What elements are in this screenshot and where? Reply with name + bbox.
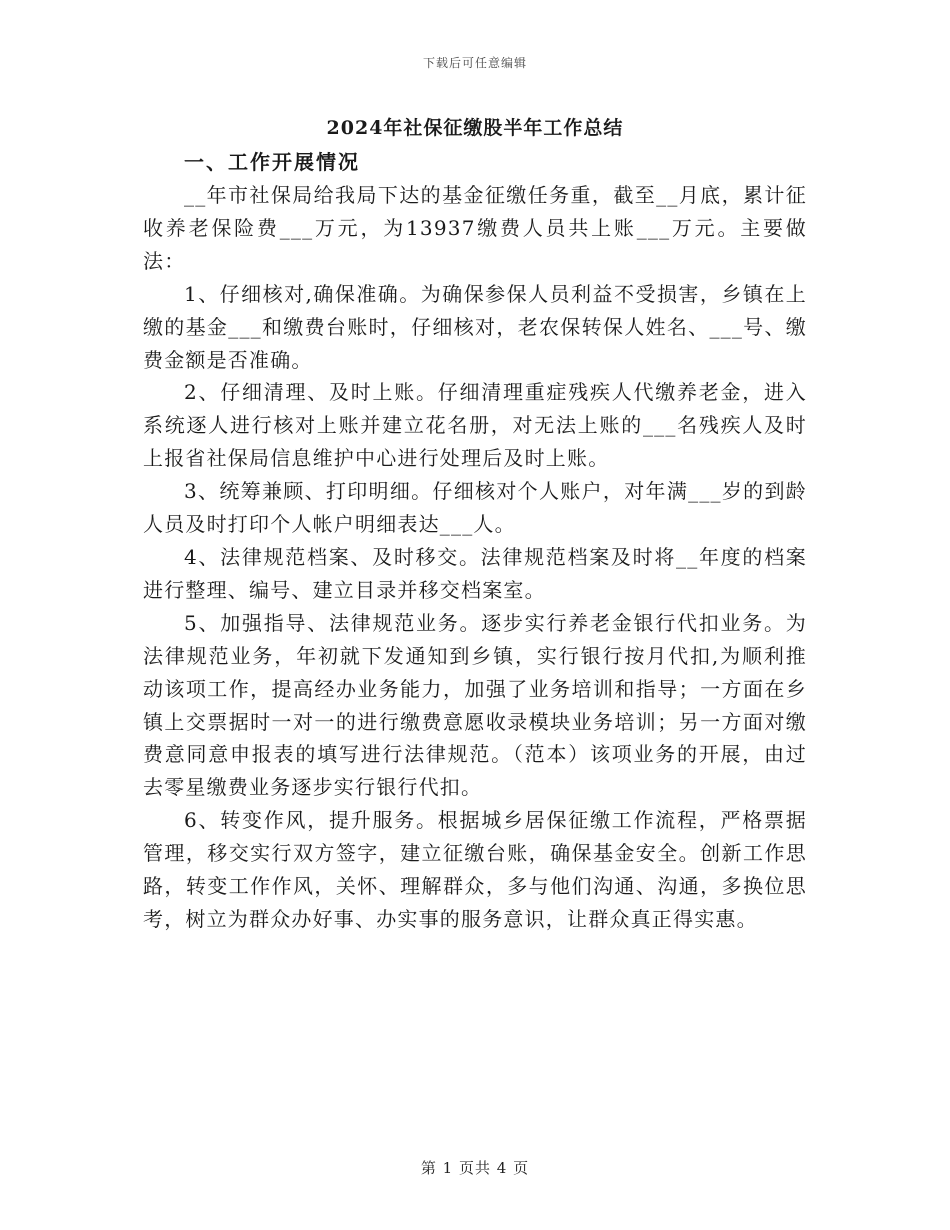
paragraph-item-5: 5、加强指导、法律规范业务。逐步实行养老金银行代扣业务。为法律规范业务，年初就下发通知到乡镇，实行银行按月代扣,为顺利推动该项工作，提高经办业务能力，加强了业务培训和指导；一方面在乡镇上交票据时一对一的进行缴费意愿收录模块业务培训；另一方面对缴费意同意申报表的填写进行法律规范。（范本）该项业务的开展，由过去零星缴费业务逐步实行银行代扣。 (143, 610, 807, 800)
document-title: 2024年社保征缴股半年工作总结 (326, 117, 624, 139)
paragraph-item-6: 6、转变作风，提升服务。根据城乡居保征缴工作流程，严格票据管理，移交实行双方签字，建立征缴台账，确保基金安全。创新工作思路，转变工作作风，关怀、理解群众，多与他们沟通、沟通，多换位思考，树立为群众办好事、办实事的服务意识，让群众真正得实惠。 (143, 808, 807, 931)
header-note: 下载后可任意编辑 (422, 56, 527, 70)
document-body (143, 145, 807, 936)
page-number: 第 1 页共 4 页 (420, 1159, 530, 1177)
section-heading: 一、工作开展情况 (184, 150, 360, 174)
paragraph-item-1: 1、仔细核对,确保准确。为确保参保人员利益不受损害，乡镇在上缴的基金___和缴费台账时，仔细核对，老农保转保人姓名、___号、缴费金额是否准确。 (143, 281, 807, 372)
paragraph-intro: __年市社保局给我局下达的基金征缴任务重，截至__月底，累计征收养老保险费___万元，为13937缴费人员共上账___万元。主要做法： (143, 183, 807, 273)
paragraph-item-2: 2、仔细清理、及时上账。仔细清理重症残疾人代缴养老金，进入系统逐人进行核对上账并建立花名册，对无法上账的___名残疾人及时上报省社保局信息维护中心进行处理后及时上账。 (143, 380, 807, 471)
paragraph-item-3: 3、统筹兼顾、打印明细。仔细核对个人账户，对年满___岁的到龄人员及时打印个人帐户明细表达___人。 (143, 479, 807, 537)
paragraph-item-4: 4、法律规范档案、及时移交。法律规范档案及时将__年度的档案进行整理、编号、建立目录并移交档案室。 (143, 544, 807, 602)
